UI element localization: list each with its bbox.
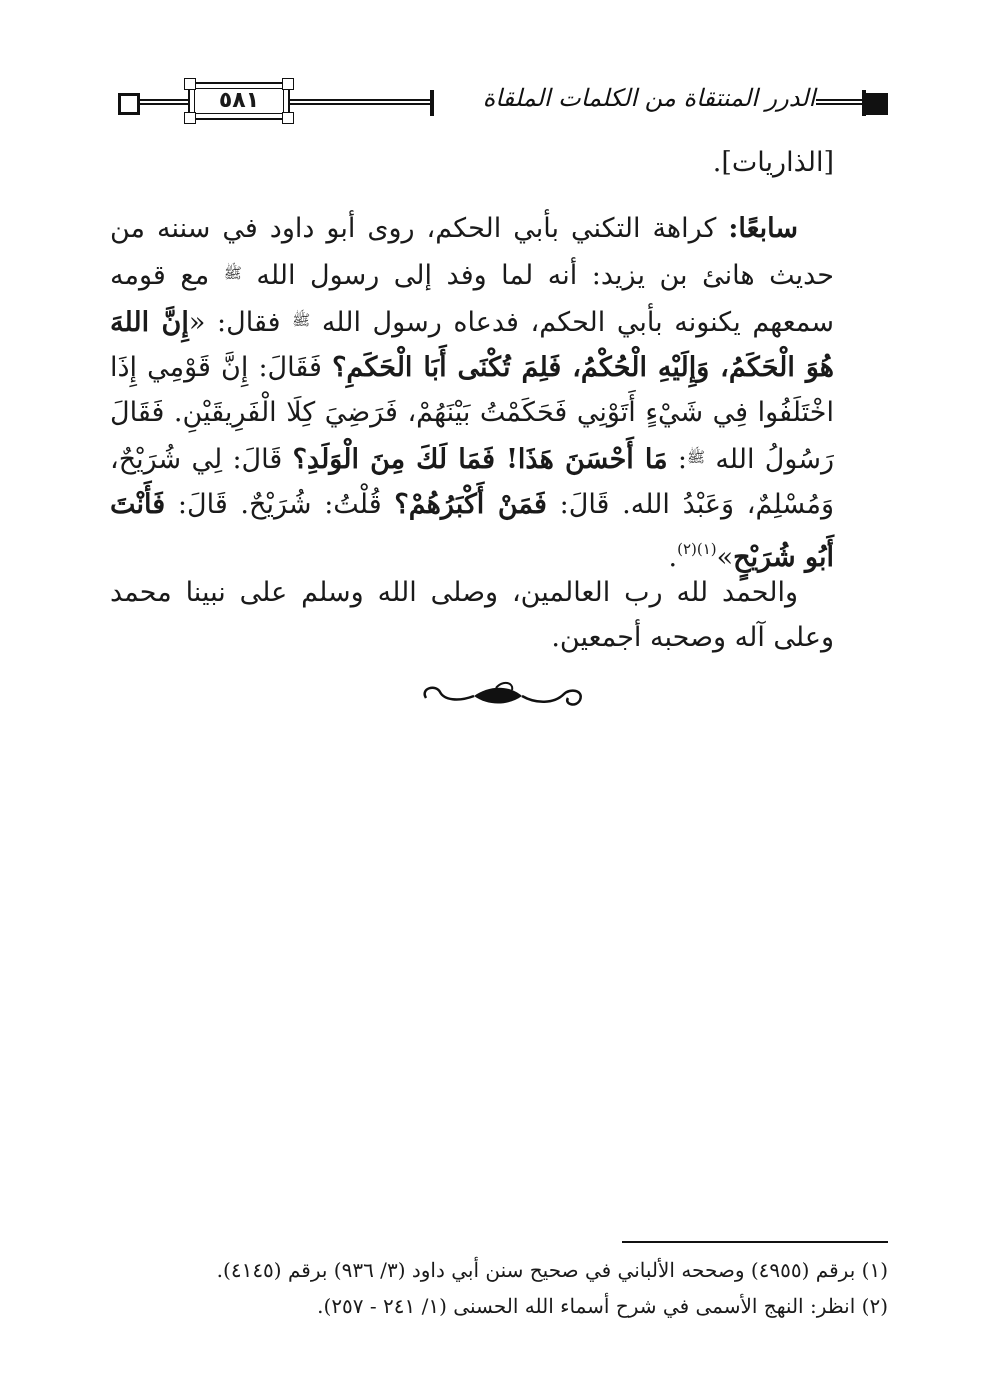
footnote-reference: (١)(٢): [677, 540, 717, 558]
paragraph-text: كراهة التكني بأبي الحكم، روى أبو داود في سننه من حديث هانئ بن يزيد: أنه لما وفد إلى رسول الله: [110, 213, 834, 291]
hadith-text: فَأَنْتَ أَبُو شُرَيْحٍ: [110, 489, 834, 573]
quote-mark: »: [716, 542, 734, 573]
hadith-text: فَمَنْ أَكْبَرُهُمْ؟: [394, 489, 547, 520]
section-seven: [110, 206, 834, 580]
footnote-1: (١) برقم (٤٩٥٥) وصححه الألباني في صحيح سنن أبي داود (٣/ ٩٣٦) برقم (٤١٤٥).: [216, 1258, 888, 1282]
salutation-glyph: ﷺ: [223, 264, 242, 282]
page-header: [118, 82, 888, 122]
hadith-text: قَالَ: لِي شُرَيْحٌ، وَمُسْلِمٌ، وَعَبْدُ الله. قَالَ:: [110, 444, 834, 520]
hadith-text: إِنَّ اللهَ هُوَ الْحَكَمُ، وَإِلَيْهِ الْحُكْمُ، فَلِمَ تُكْنَى أَبَا الْحَكَمِ؟: [110, 307, 835, 383]
footnote-separator: [622, 1241, 888, 1243]
header-rule: [140, 99, 188, 105]
section-label: سابعًا:: [728, 213, 798, 244]
header-square-ornament-right: [866, 93, 888, 115]
closing-section: [110, 570, 834, 660]
hadith-text: فَقَالَ: إِنَّ قَوْمِي إِذَا اخْتَلَفُوا فِي شَيْءٍ أَتَوْنِي فَحَكَمْتُ بَيْنَهُمْ، فَرَضِيَ كِلَا الْفَرِيقَيْنِ. فَقَالَ رَسُولُ الله: [110, 352, 835, 475]
punctuation: .: [668, 542, 678, 573]
footnote-2: (٢) انظر: النهج الأسمى في شرح أسماء الله الحسنى (١/ ٢٤١ - ٢٥٧).: [317, 1294, 888, 1318]
paragraph: [110, 206, 834, 580]
header-rule: [290, 99, 430, 105]
closing-paragraph: والحمد لله رب العالمين، وصلى الله وسلم على نبينا محمد وعلى آله وصحبه أجمعين.: [110, 577, 834, 653]
paragraph-text: مع قومه سمعهم يكنونه بأبي الحكم، فدعاه رسول الله: [110, 260, 834, 338]
hadith-text: مَا أَحْسَنَ هَذَا! فَمَا لَكَ مِنَ الْوَلَدِ؟: [292, 444, 668, 475]
page-number-frame: [188, 82, 290, 120]
frame-corner: [282, 112, 294, 124]
decorative-ornament-icon: [418, 678, 588, 714]
header-rule: [816, 99, 862, 105]
hadith-text: قُلْتُ: شُرَيْحٌ. قَالَ:: [165, 489, 395, 520]
frame-corner: [184, 112, 196, 124]
salutation-glyph: ﷺ: [686, 448, 706, 466]
page-number: ٥٨١: [218, 88, 260, 113]
hadith-text: :: [667, 444, 687, 475]
header-bar: [430, 90, 434, 116]
surah-reference: [الذاريات].: [712, 147, 834, 178]
salutation-glyph: ﷺ: [292, 311, 311, 329]
paragraph-text: فقال: «: [188, 307, 293, 338]
header-square-ornament-left: [118, 93, 140, 115]
verse-reference: [110, 140, 834, 185]
footnotes: [110, 1252, 888, 1324]
book-title: الدرر المنتقاة من الكلمات الملقاة: [482, 84, 816, 112]
main-text: [110, 140, 834, 185]
